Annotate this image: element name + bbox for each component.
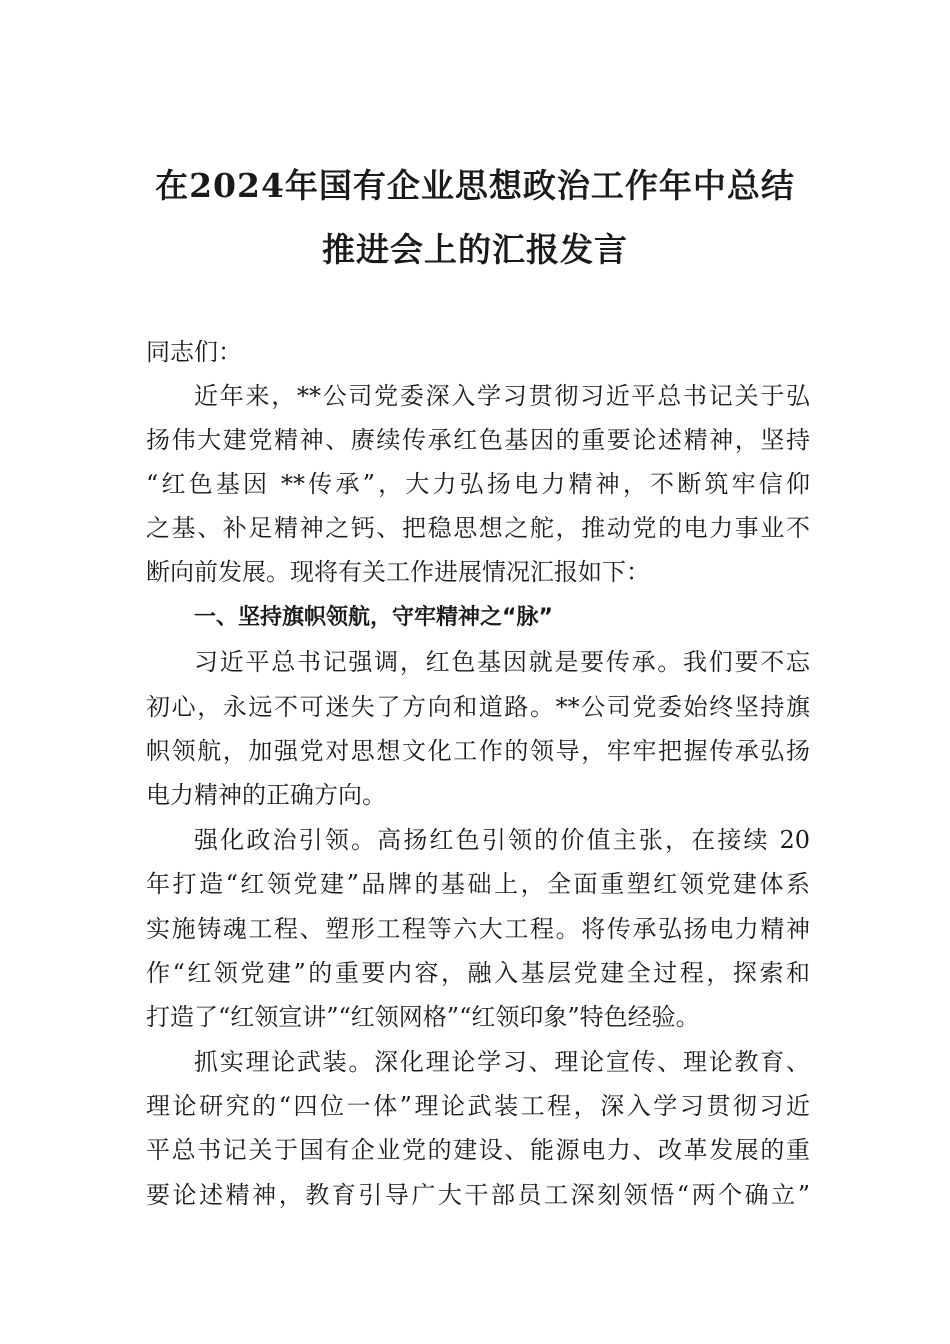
paragraph-line: 实施铸魂工程、塑形工程等六大工程。将传承弘扬电力精神 <box>146 915 810 943</box>
paragraph-line: 断向前发展。现将有关工作进展情况汇报如下： <box>146 558 650 586</box>
paragraph-line: 帜领航，加强党对思想文化工作的领导，牢牢把握传承弘扬 <box>146 737 810 765</box>
paragraph-line: 理论研究的“四位一体”理论武装工程，深入学习贯彻习近 <box>146 1092 810 1120</box>
paragraph-line: 初心，永远不可迷失了方向和道路。**公司党委始终坚持旗 <box>146 693 810 721</box>
paragraph-line: 强化政治引领。高扬红色引领的价值主张，在接续 20 <box>194 826 810 854</box>
paragraph-line: 作“红领党建”的重要内容，融入基层党建全过程，探索和 <box>146 959 810 987</box>
section-heading: 一、坚持旗帜领航，守牢精神之“脉” <box>194 605 553 630</box>
document-title-line-2: 推进会上的汇报发言 <box>322 230 628 269</box>
paragraph-line: 近年来，**公司党委深入学习贯彻习近平总书记关于弘 <box>194 382 810 410</box>
paragraph-line: 扬伟大建党精神、赓续传承红色基因的重要论述精神，坚持 <box>146 426 810 454</box>
document-title-line-1: 在2024年国有企业思想政治工作年中总结 <box>155 166 795 205</box>
paragraph-line: 习近平总书记强调，红色基因就是要传承。我们要不忘 <box>194 648 810 676</box>
paragraph-line: 抓实理论武装。深化理论学习、理论宣传、理论教育、 <box>194 1048 810 1076</box>
salutation: 同志们： <box>146 338 242 366</box>
paragraph-line: 之基、补足精神之钙、把稳思想之舵，推动党的电力事业不 <box>146 514 810 542</box>
paragraph-line: 打造了“红领宣讲”“红领网格”“红领印象”特色经验。 <box>146 1003 700 1031</box>
paragraph-line: 年打造“红领党建”品牌的基础上，全面重塑红领党建体系 <box>146 870 810 898</box>
paragraph-line: 要论述精神，教育引导广大干部员工深刻领悟“两个确立” <box>146 1181 810 1209</box>
paragraph-line: 电力精神的正确方向。 <box>146 781 386 809</box>
paragraph-line: “红色基因 **传承”，大力弘扬电力精神，不断筑牢信仰 <box>146 470 810 498</box>
paragraph-line: 平总书记关于国有企业党的建设、能源电力、改革发展的重 <box>146 1136 810 1164</box>
